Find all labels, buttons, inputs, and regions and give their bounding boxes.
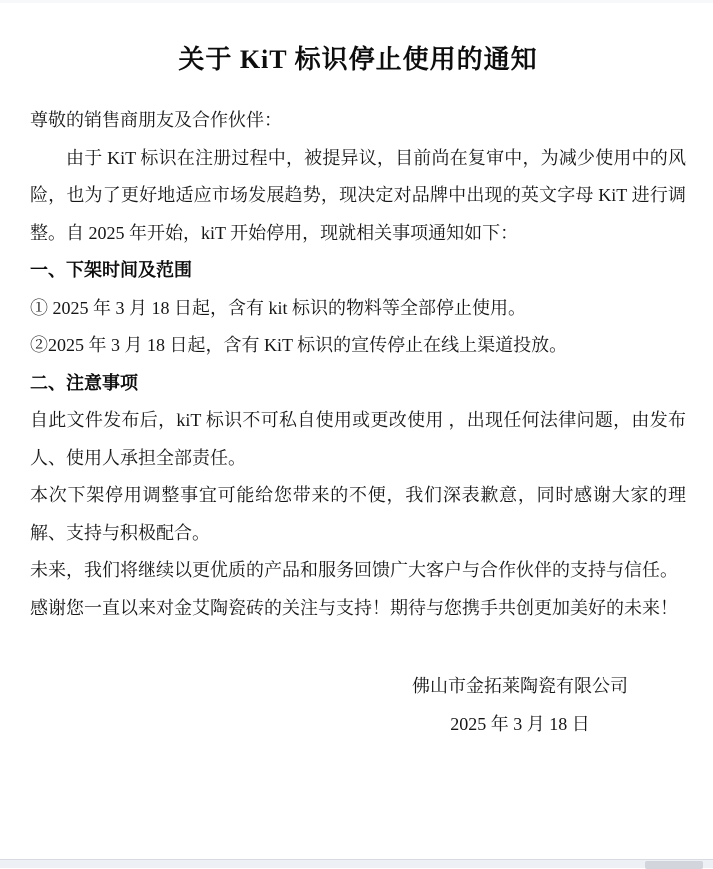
section-1-item-2: ②2025 年 3 月 18 日起，含有 KiT 标识的宣传停止在线上渠道投放。: [30, 335, 568, 355]
signature-company-name: 佛山市金拓莱陶瓷有限公司: [412, 676, 628, 696]
section-2-paragraph-4: 感谢您一直以来对金艾陶瓷砖的关注与支持！期待与您携手共创更加美好的未来！: [30, 597, 678, 618]
intro-paragraph: 由于 KiT 标识在注册过程中，被提异议，目前尚在复审中，为减少使用中的风险，也为了更好地适应市场发展趋势，现决定对品牌中出现的英文字母 KiT 进行调整。自 2025 年开始，kiT 开始停用，现就相关事项通知如下：: [30, 147, 686, 243]
section-2-heading: 二、注意事项: [30, 372, 138, 393]
signature-block: [412, 667, 628, 743]
section-1-item-1: ① 2025 年 3 月 18 日起，含有 kit 标识的物料等全部停止使用。: [30, 297, 526, 318]
document-title: 关于 KiT 标识停止使用的通知: [178, 45, 538, 74]
document-body: [30, 102, 686, 743]
section-2-paragraph-3: 未来，我们将继续以更优质的产品和服务回馈广大客户与合作伙伴的支持与信任。: [30, 560, 678, 580]
bottom-window-edge: [0, 859, 713, 868]
section-1-heading: 一、下架时间及范围: [30, 260, 192, 280]
signature-date: 2025 年 3 月 18 日: [450, 714, 590, 734]
section-2-paragraph-2: 本次下架停用调整事宜可能给您带来的不便，我们深表歉意，同时感谢大家的理解、支持与积极配合。: [30, 485, 686, 543]
salutation-line: 尊敬的销售商朋友及合作伙伴：: [30, 110, 282, 130]
section-2-paragraph-1: 自此文件发布后，kiT 标识不可私自使用或更改使用 ，出现任何法律问题，由发布人、使用人承担全部责任。: [30, 410, 686, 468]
